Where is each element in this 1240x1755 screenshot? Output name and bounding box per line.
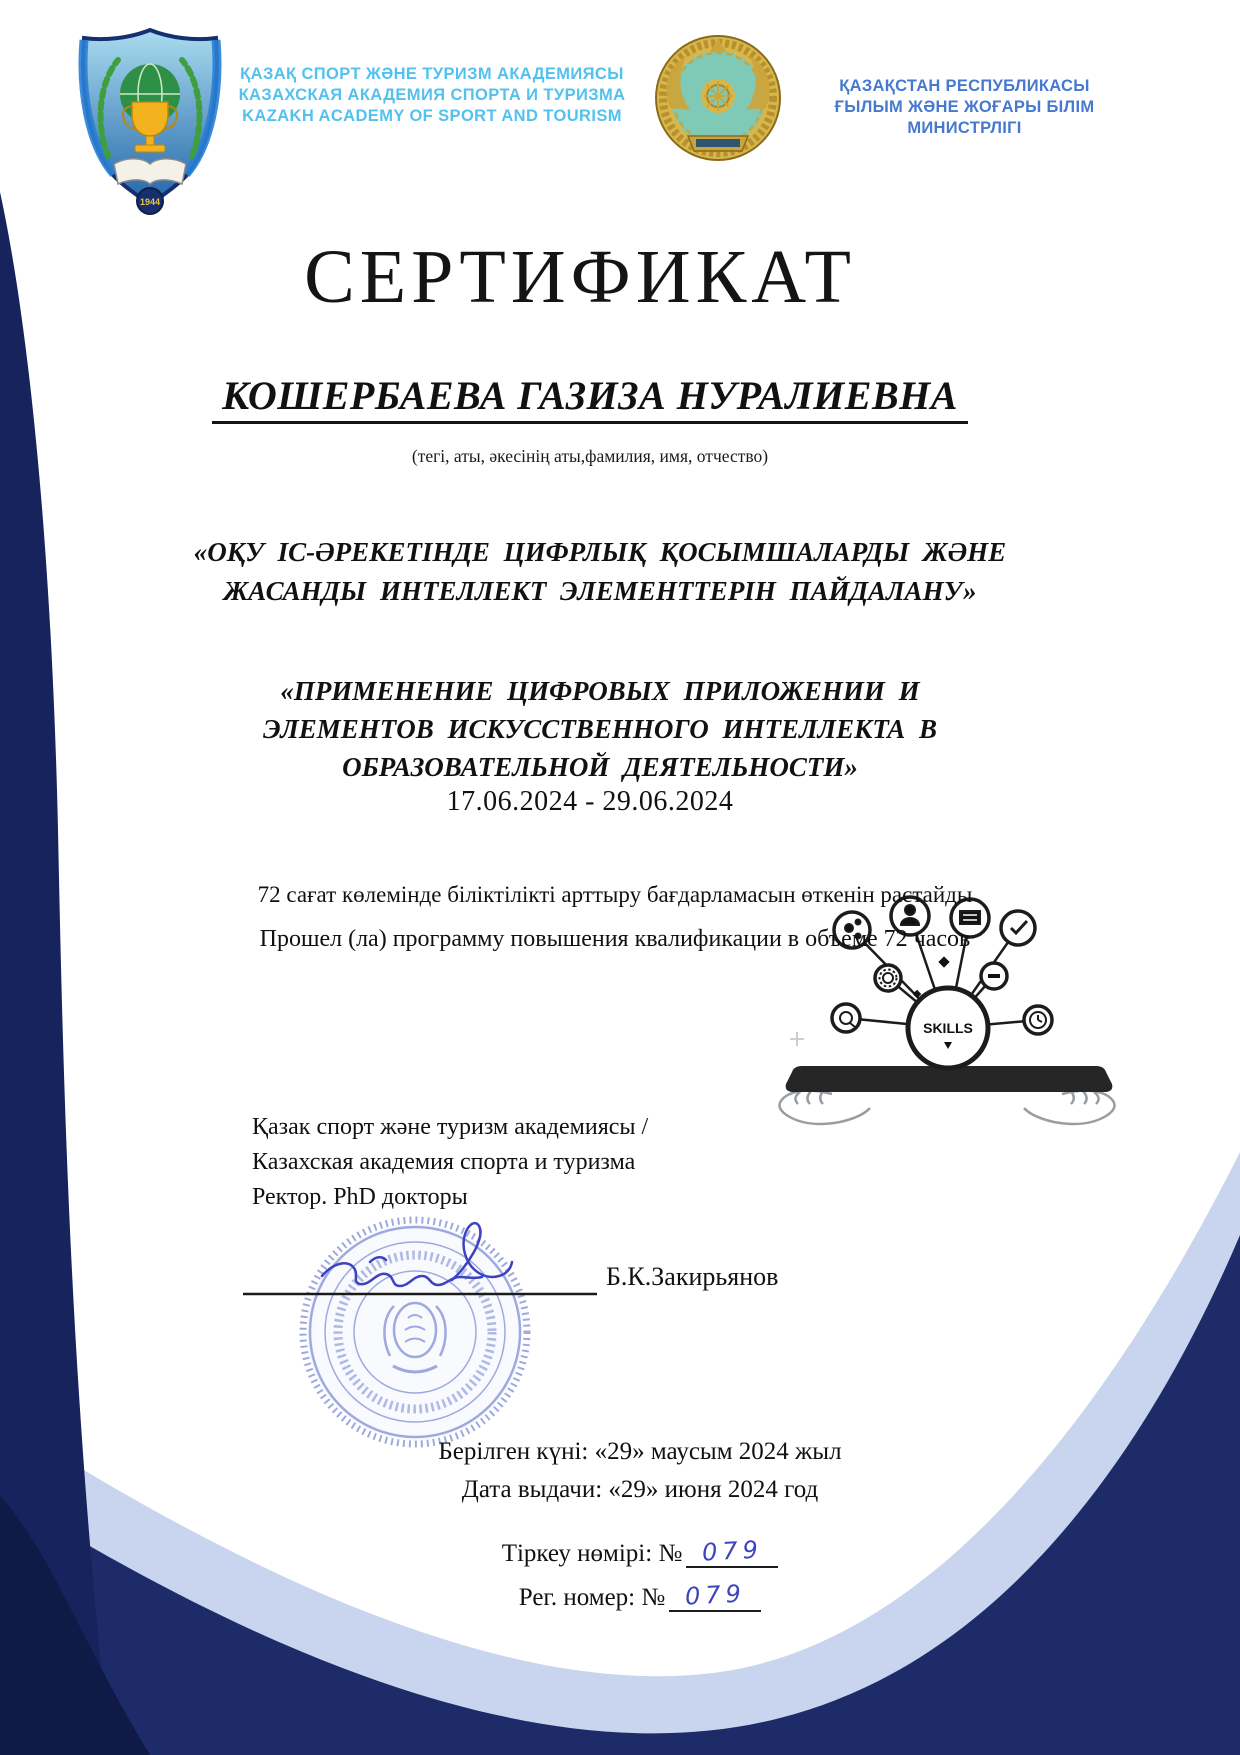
course-title-kk (60, 533, 1140, 611)
recipient-name-wrap (80, 372, 1100, 424)
course-kk-line-1: «ОҚУ ІС-ӘРЕКЕТІНДЕ ЦИФРЛЫҚ ҚОСЫМШАЛАРДЫ ЖӘНЕ (193, 537, 1007, 567)
official-stamp (303, 1220, 527, 1444)
ministry-line-2: ҒЫЛЫМ ЖӘНЕ ЖОҒАРЫ БІЛІМ (834, 98, 1095, 116)
registration-row-kk (140, 1535, 1140, 1568)
registration-number-line (669, 1579, 761, 1612)
ministry-line-3: МИНИСТРЛІГІ (907, 119, 1022, 137)
registration-label-ru: Рег. номер: № (518, 1584, 666, 1611)
state-emblem-icon (656, 36, 780, 160)
registration-number-line (686, 1535, 778, 1568)
recipient-name: КОШЕРБАЕВА ГАЗИЗА НУРАЛИЕВНА (212, 372, 968, 424)
issue-date-kk: Берілген күні: «29» маусым 2024 жыл (438, 1438, 842, 1465)
confirmation-kk: 72 сағат көлемінде біліктілікті арттыру бағдарламасын өткенін растайды (257, 882, 973, 907)
registration-label-kk: Тіркеу нөмірі: № (501, 1540, 683, 1567)
course-kk-line-2: ЖАСАНДЫ ИНТЕЛЛЕКТ ЭЛЕМЕНТТЕРІН ПАЙДАЛАНУ» (223, 576, 977, 606)
course-dates: 17.06.2024 - 29.06.2024 (446, 786, 734, 817)
signatory-name: Б.К.Закирьянов (606, 1262, 779, 1291)
course-ru-line-2: ЭЛЕМЕНТОВ ИСКУССТВЕННОГО ИНТЕЛЛЕКТА В (263, 714, 937, 744)
registration-number-kk: 079 (701, 1535, 764, 1567)
academy-crest-icon (83, 30, 217, 214)
academy-name-block (232, 64, 632, 127)
ministry-name-block (792, 76, 1137, 139)
course-title-ru (110, 672, 1090, 786)
signatory-line-3: Ректор. PhD докторы (252, 1184, 468, 1210)
sketch-plus-icon (790, 1032, 804, 1046)
skills-label: SKILLS (923, 1020, 973, 1036)
signatory-block (252, 1110, 772, 1215)
signatory-line-2: Казахская академия спорта и туризма (252, 1149, 636, 1175)
certificate-title: СЕРТИФИКАТ (304, 235, 856, 319)
course-ru-line-3: ОБРАЗОВАТЕЛЬНОЙ ДЕЯТЕЛЬНОСТИ» (342, 752, 858, 782)
course-ru-line-1: «ПРИМЕНЕНИЕ ЦИФРОВЫХ ПРИЛОЖЕНИИ И (280, 676, 920, 706)
lens-icon (832, 1004, 860, 1032)
issue-date-ru: Дата выдачи: «29» июня 2024 год (461, 1476, 819, 1503)
ministry-line-1: ҚАЗАҚСТАН РЕСПУБЛИКАСЫ (839, 77, 1090, 95)
registration-row-ru (140, 1579, 1140, 1612)
confirmation-ru: Прошел (ла) программу повышения квалификации в объеме 72 часов (259, 926, 971, 952)
academy-name-en: KAZAKH ACADEMY OF SPORT AND TOURISM (242, 107, 622, 125)
registration-number-ru: 079 (684, 1579, 747, 1611)
academy-name-ru: КАЗАХСКАЯ АКАДЕМИЯ СПОРТА И ТУРИЗМА (238, 86, 626, 104)
crest-year-label: 1944 (139, 197, 161, 207)
signatory-line-1: Қазак спорт және туризм академиясы / (252, 1114, 649, 1140)
academy-name-kk: ҚАЗАҚ СПОРТ ЖӘНЕ ТУРИЗМ АКАДЕМИЯСЫ (240, 65, 624, 83)
recipient-name-caption: (тегі, аты, әкесінің аты,фамилия, имя, отчество) (411, 446, 769, 466)
